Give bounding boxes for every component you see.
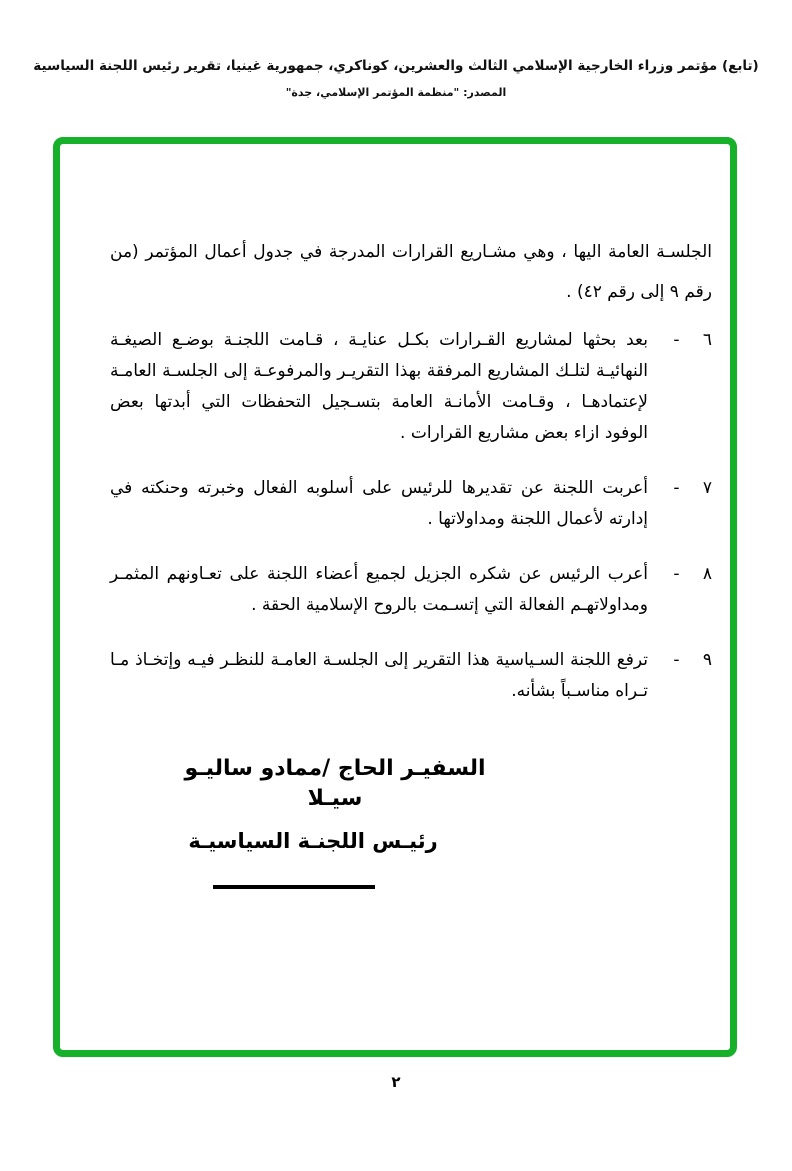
item-text: ترفع اللجنة السـياسية هذا التقرير إلى الجلسـة العامـة للنظـر فيـه وإتخـاذ مـا تـراه مناسـباً بشأنه. [110,650,648,701]
item-text: أعربت اللجنة عن تقديرها للرئيس على أسلوبه الفعال وخبرته وحنكته في إدارته لأعمال اللجنة ومداولاتها . [110,478,648,529]
signature-line [213,885,375,889]
item-number: ٨ - [673,564,712,584]
item-number: ٧ - [673,478,712,498]
numbered-item-7 [110,473,712,535]
green-border-frame [53,137,737,1057]
numbered-item-6 [110,325,712,449]
item-number: ٦ - [673,330,712,350]
header-title: (تابع) مؤتمر وزراء الخارجية الإسلامي الثالث والعشرين، كوناكري، جمهورية غينيا، تقرير رئيس اللجنة السياسية [33,58,759,74]
numbered-item-9 [110,645,712,707]
signature-name: السفيـر الحاج /ممادو ساليـو سيـلا [184,756,486,811]
item-text: بعد بحثها لمشاريع القـرارات بكـل عنايـة ، قـامت اللجنـة بوضـع الصيغـة النهائيـة لتلـك المشاريع المرفقة بهذا التقريـر والمرفوعـة إلى الجلسـة العامـة لإعتمادهـا ، وقـامت الأمانـة العامة بتسـجيل التحفظات التي أبدتها بعض الوفود ازاء بعض مشاريع القرارات . [110,330,648,443]
page-number: ٢ [391,1073,401,1091]
page-header [0,58,792,99]
numbered-item-8 [110,559,712,621]
intro-paragraph: الجلسـة العامة اليها ، وهي مشـاريع القرارات المدرجة في جدول أعمال المؤتمر (من رقم ٩ إلى رقم ٤٢) . [110,242,712,302]
item-text: أعرب الرئيس عن شكره الجزيل لجميع أعضاء اللجنة على تعـاونهم المثمـر ومداولاتهـم الفعالة التي إتسـمت بالروح الإسلامية الحقة . [110,564,648,615]
page-footer [0,1072,792,1091]
signature-block [165,754,505,855]
signature-title: رئيـس اللجنـة السياسيـة [188,829,438,853]
header-source: المصدر: "منظمة المؤتمر الإسلامي، جدة" [285,86,507,99]
item-number: ٩ - [673,650,712,670]
document-body [110,232,712,731]
